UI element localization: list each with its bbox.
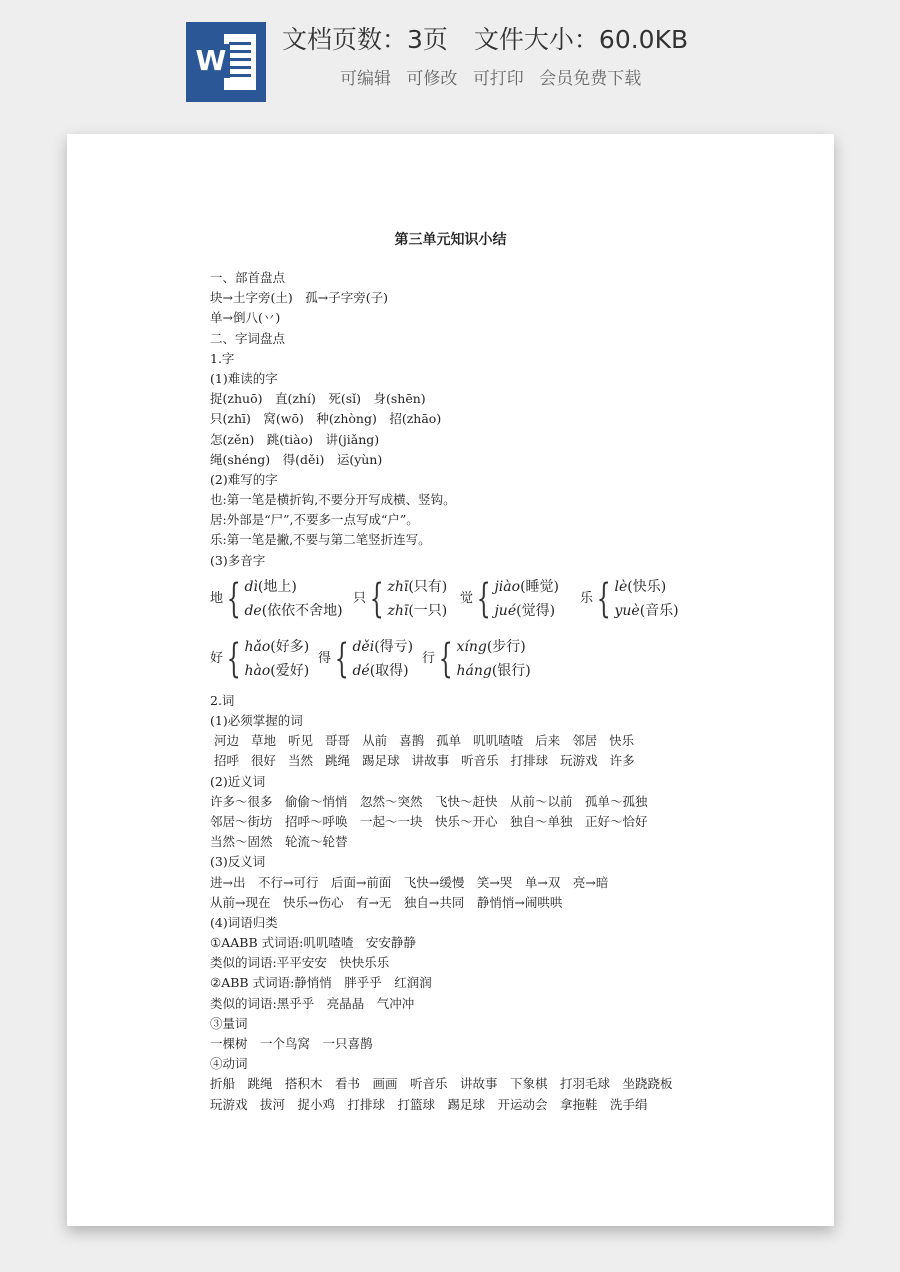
reading-2 <box>352 659 413 683</box>
text-line: 单→倒八(丷) <box>210 310 281 326</box>
example-word: (睡觉) <box>520 578 559 595</box>
text-line: 玩游戏 拔河 捉小鸡 打排球 打篮球 踢足球 开运动会 拿拖鞋 洗手绢 <box>210 1096 648 1112</box>
readings <box>244 635 309 683</box>
reading-1 <box>456 635 530 659</box>
pinyin: yuè <box>614 602 640 619</box>
polyphonic-group <box>210 571 343 627</box>
reading-2 <box>244 659 309 683</box>
vocab-word: 喜鹊 <box>399 733 425 749</box>
file-info-title <box>282 20 842 60</box>
polyphonic-char: 乐 <box>580 590 594 606</box>
reading-2 <box>494 599 559 623</box>
pinyin: děi <box>352 638 375 655</box>
pinyin: zhī <box>387 578 409 595</box>
text-line: 一棵树 一个鸟窝 一只喜鹊 <box>210 1036 373 1051</box>
example-word: (地上) <box>257 578 297 595</box>
text-line: 折船 跳绳 搭积木 看书 画画 听音乐 讲故事 下象棋 打羽毛球 坐跷跷板 <box>210 1076 673 1092</box>
pinyin: hào <box>244 662 271 679</box>
polyphonic-group <box>210 631 309 687</box>
example-word: (音乐) <box>639 602 679 619</box>
section-words-heading <box>210 691 770 731</box>
text-line: 许多～很多 偷偷～悄悄 忽然～突然 飞快～赶快 从前～以前 孤单～孤独 <box>210 793 648 809</box>
text-line: 当然～固然 轮流～轮替 <box>210 834 348 850</box>
polyphonic-char: 得 <box>318 650 332 666</box>
vocab-word: 孤单 <box>436 733 462 749</box>
must-know-words-line-2 <box>210 751 770 771</box>
pinyin: dé <box>352 662 370 679</box>
vocab-word: 听见 <box>288 733 314 749</box>
pinyin: de <box>244 602 262 619</box>
download-info-header <box>0 0 900 120</box>
must-know-words-line-1 <box>210 731 770 751</box>
brace-symbol: { <box>226 575 241 622</box>
text-line: (1)难读的字 <box>210 370 278 386</box>
text-line: 邻居～街坊 招呼～呼唤 一起～一块 快乐～开心 独自～单独 正好～恰好 <box>210 813 648 829</box>
word-letter: W <box>192 44 230 78</box>
text-line: 怎(zěn) 跳(tiào) 讲(jiǎng) <box>210 431 380 447</box>
reading-1 <box>494 575 559 599</box>
vocab-word: 邻居 <box>572 733 598 749</box>
text-line: 类似的词语:黑乎乎 亮晶晶 气冲冲 <box>210 995 415 1011</box>
text-line: 乐:第一笔是撇,不要与第二笔竖折连写。 <box>210 532 431 548</box>
vocab-word: 草地 <box>251 733 277 749</box>
example-word: (得亏) <box>374 638 414 655</box>
text-line: (1)必须掌握的词 <box>210 713 303 728</box>
text-line: 居:外部是“尸”,不要多一点写成“户”。 <box>210 512 419 528</box>
polyphonic-char: 只 <box>353 590 367 606</box>
polyphonic-char: 好 <box>210 650 224 666</box>
word-document-icon <box>186 22 266 102</box>
reading-2 <box>614 599 678 623</box>
vocab-word: 后来 <box>535 733 561 749</box>
polyphonic-char: 觉 <box>460 590 474 606</box>
pinyin: dì <box>244 578 258 595</box>
polyphonic-row-1 <box>210 571 770 631</box>
text-line: (2)近义词 <box>210 773 266 789</box>
pinyin: lè <box>614 578 628 595</box>
pinyin: jué <box>494 602 517 619</box>
text-line: 也:第一笔是横折钩,不要分开写成横、竖钩。 <box>210 492 456 508</box>
text-line: 二、字词盘点 <box>210 330 286 346</box>
document-body <box>210 268 770 1115</box>
brace-symbol: { <box>476 575 491 622</box>
vocab-word: 快乐 <box>609 733 635 749</box>
readings <box>352 635 413 683</box>
document-title: 第三单元知识小结 <box>394 232 507 248</box>
pinyin: hǎo <box>244 638 271 655</box>
readings <box>614 575 678 623</box>
vocab-word: 很好 <box>251 753 277 769</box>
document-page <box>67 134 834 1226</box>
text-line: 捉(zhuō) 直(zhí) 死(sǐ) 身(shēn) <box>210 391 426 407</box>
polyphonic-group <box>422 631 531 687</box>
example-word: (一只) <box>408 602 448 619</box>
reading-1 <box>352 635 413 659</box>
text-line: 2.词 <box>210 692 235 708</box>
reading-2 <box>244 599 342 623</box>
text-line: (4)词语归类 <box>210 914 278 930</box>
reading-2 <box>456 659 530 683</box>
vocab-word: 从前 <box>362 733 388 749</box>
polyphonic-group <box>353 571 447 627</box>
pinyin: jiào <box>494 578 521 595</box>
readings <box>456 635 530 683</box>
brace-symbol: { <box>334 635 349 682</box>
reading-1 <box>244 635 309 659</box>
text-line: 1.字 <box>210 350 235 366</box>
vocab-word: 叽叽喳喳 <box>473 733 524 749</box>
section-radicals-and-characters <box>210 268 770 571</box>
brace-symbol: { <box>226 635 241 682</box>
vocab-word: 许多 <box>609 753 635 769</box>
feature-list <box>340 64 780 94</box>
polyphonic-group <box>580 571 679 627</box>
reading-2 <box>387 599 447 623</box>
feature-editable: 可编辑 <box>340 69 391 89</box>
vocab-word: 哥哥 <box>325 733 351 749</box>
pinyin: háng <box>456 662 492 679</box>
vocab-word: 打排球 <box>510 753 549 769</box>
reading-1 <box>244 575 342 599</box>
feature-modifiable: 可修改 <box>406 69 458 89</box>
polyphonic-row-2 <box>210 631 770 691</box>
vocab-word: 听音乐 <box>461 753 499 769</box>
feature-printable: 可打印 <box>472 69 524 89</box>
brace-symbol: { <box>438 635 453 682</box>
section-word-lists <box>210 772 770 1115</box>
text-line: 只(zhī) 窝(wō) 种(zhòng) 招(zhāo) <box>210 411 442 427</box>
polyphonic-group <box>318 631 413 687</box>
text-line: ④动词 <box>210 1056 248 1072</box>
text-line: 块→土字旁(土) 孤→子字旁(子) <box>210 290 388 306</box>
readings <box>244 575 342 623</box>
text-line: ①AABB 式词语:叽叽喳喳 安安静静 <box>210 935 416 951</box>
text-line: (3)多音字 <box>210 552 266 568</box>
reading-1 <box>614 575 678 599</box>
example-word: (依依不舍地) <box>261 602 343 619</box>
reading-1 <box>387 575 447 599</box>
text-line: (3)反义词 <box>210 854 266 870</box>
vocab-word: 河边 <box>214 733 240 749</box>
example-word: (爱好) <box>270 662 310 679</box>
example-word: (好多) <box>270 638 310 655</box>
text-line: 类似的词语:平平安安 快快乐乐 <box>210 955 390 971</box>
text-line: 绳(shéng) 得(děi) 运(yùn) <box>210 451 383 467</box>
polyphonic-char: 行 <box>422 650 436 666</box>
file-size: 文件大小：60.0KB <box>473 25 689 54</box>
text-line: 进→出 不行→可行 后面→前面 飞快→缓慢 笑→哭 单→双 亮→暗 <box>210 874 609 890</box>
text-line: 一、部首盘点 <box>210 270 286 285</box>
text-line: 从前→现在 快乐→伤心 有→无 独自→共同 静悄悄→闹哄哄 <box>210 894 563 910</box>
brace-symbol: { <box>596 575 611 622</box>
vocab-word: 玩游戏 <box>560 753 598 769</box>
vocab-word: 当然 <box>288 753 314 769</box>
pinyin: xíng <box>456 638 487 655</box>
vocab-word: 讲故事 <box>411 753 450 769</box>
example-word: (步行) <box>486 638 526 655</box>
example-word: (快乐) <box>627 578 667 595</box>
example-word: (觉得) <box>516 602 556 619</box>
example-word: (取得) <box>369 662 409 679</box>
brace-symbol: { <box>369 575 384 622</box>
feature-member-download[interactable]: 会员免费下载 <box>539 69 642 89</box>
example-word: (只有) <box>408 578 448 595</box>
vocab-word: 招呼 <box>214 753 240 769</box>
pinyin: zhī <box>387 602 409 619</box>
page-count: 文档页数：3页 <box>282 25 448 54</box>
text-line: (2)难写的字 <box>210 471 278 487</box>
readings <box>387 575 447 623</box>
text-line: ③量词 <box>210 1015 248 1031</box>
polyphonic-char: 地 <box>210 590 224 606</box>
readings <box>494 575 559 623</box>
vocab-word: 跳绳 <box>325 753 351 769</box>
vocab-word: 踢足球 <box>362 753 400 769</box>
text-line: ②ABB 式词语:静悄悄 胖乎乎 红润润 <box>210 975 432 991</box>
example-word: (银行) <box>491 662 531 679</box>
polyphonic-group <box>460 571 559 627</box>
